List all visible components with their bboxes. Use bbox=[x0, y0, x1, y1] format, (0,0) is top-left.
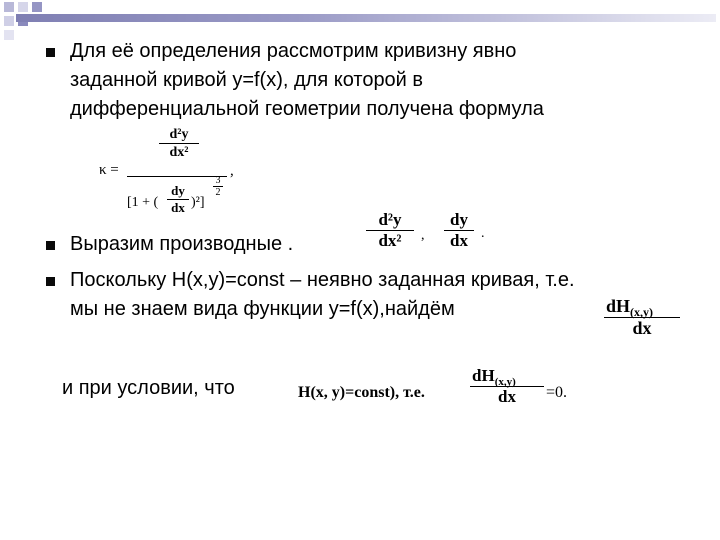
bullet1-line2: заданной кривой y=f(x), для которой в bbox=[70, 69, 424, 91]
bullet-marker bbox=[46, 277, 55, 286]
first-derivative-fraction-2 bbox=[444, 210, 474, 251]
bullet-marker bbox=[46, 48, 55, 57]
second-derivative-denominator: dx² bbox=[169, 145, 189, 160]
derivatives-period: . bbox=[481, 226, 485, 241]
denominator-close: )²] bbox=[191, 195, 205, 210]
main-fraction-bar bbox=[127, 176, 227, 177]
bullet1-line1: Для её определения рассмотрим кривизну явно bbox=[70, 40, 517, 62]
bullet-marker bbox=[46, 241, 55, 250]
dx2-denominator: dx² bbox=[366, 230, 414, 251]
bullet3-line1: Поскольку H(x,y)=const – неявно заданная кривая, т.е. bbox=[70, 269, 575, 291]
d2y-numerator: d²y bbox=[378, 210, 402, 229]
bullet2-text: Выразим производные . bbox=[70, 233, 294, 255]
condition-formula-left: H(x, y)=const), т.е. bbox=[298, 384, 425, 401]
exponent-denominator: 2 bbox=[213, 186, 223, 198]
kappa-symbol: κ = bbox=[99, 162, 119, 178]
condition-dH-subscript: (x,y) bbox=[494, 376, 516, 388]
curvature-formula bbox=[95, 125, 245, 225]
dy-numerator: dy bbox=[450, 210, 468, 229]
second-derivative-numerator: d²y bbox=[169, 127, 189, 142]
formula-comma: , bbox=[230, 163, 234, 179]
curvature-main-fraction bbox=[127, 127, 231, 161]
condition-dH-dx-fraction bbox=[470, 366, 544, 407]
bullet1-line3: дифференциальной геометрии получена формула bbox=[70, 98, 544, 120]
exponent-numerator: 3 bbox=[215, 175, 221, 186]
dH-dx-denominator: dx bbox=[604, 317, 680, 339]
dH-dx-fraction bbox=[604, 296, 680, 339]
derivatives-separator: , bbox=[421, 228, 425, 243]
dH-symbol: dH bbox=[606, 296, 631, 316]
dx-denominator: dx bbox=[444, 230, 474, 251]
bullet3-line2: мы не знаем вида функции y=f(x),найдём bbox=[70, 298, 455, 320]
exponent-fraction bbox=[213, 175, 223, 198]
denominator-open: [1 + ( bbox=[127, 195, 159, 210]
second-derivative-fraction bbox=[366, 210, 414, 251]
first-derivative-numerator: dy bbox=[171, 183, 185, 198]
first-derivative-fraction bbox=[167, 183, 189, 216]
condition-dx-denominator: dx bbox=[470, 386, 544, 407]
dH-subscript: (x,y) bbox=[630, 305, 654, 319]
condition-text: и при условии, что bbox=[62, 377, 235, 399]
condition-dH-symbol: dH bbox=[472, 366, 495, 385]
condition-equals-zero: =0. bbox=[546, 384, 568, 401]
first-derivative-denominator: dx bbox=[167, 199, 189, 216]
decorative-header-bar bbox=[16, 14, 716, 22]
